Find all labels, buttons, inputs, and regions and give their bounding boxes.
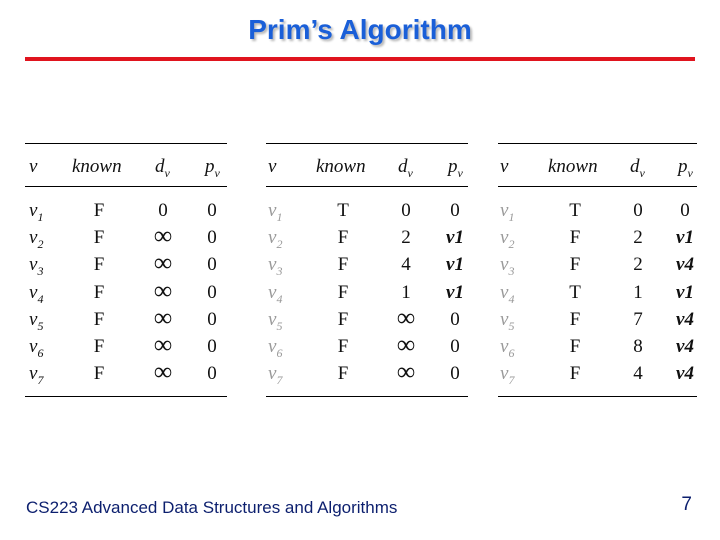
distance-cell: ∞ [153,221,173,251]
known-cell: F [93,254,105,276]
parent-cell [440,254,470,276]
vertex-label: v [268,227,277,249]
parent-cell [670,309,700,331]
vertex-label: v [500,335,509,357]
parent-cell: 0 [680,200,690,221]
vertex-cell [268,363,282,388]
distance-cell: 2 [633,254,643,276]
subscript: 1 [276,209,283,224]
vertex-label: v [500,200,509,221]
table-body [266,187,468,396]
vertex-label: v [29,335,38,357]
table-row [25,275,227,307]
vertex-cell [500,309,514,334]
header-parent [678,156,693,181]
subscript: 1 [508,209,515,224]
vertex-cell [29,336,43,361]
parent-cell: 0 [450,200,460,221]
header-known: known [316,156,366,177]
vertex-label: v [268,254,277,276]
known-cell: F [569,363,581,385]
table-row [25,221,227,252]
table-row [266,302,468,334]
vertex-label: v [29,254,38,276]
subscript: v [164,165,170,180]
parent-cell: 0 [207,200,217,221]
parent-label: v4 [676,308,694,330]
subscript: 3 [276,264,283,279]
header-parent-label: p [205,156,215,177]
slide-title: Prim’s Algorithm [248,14,472,45]
known-cell: F [569,335,581,357]
parent-cell: 0 [207,308,217,330]
parent-cell: 0 [207,227,217,249]
parent-label: v1 [676,281,694,303]
header-distance-label: d [398,156,408,177]
vertex-label: v [29,281,38,303]
vertex-cell [29,363,43,388]
vertex-label: v [500,254,509,276]
subscript: v [457,165,463,180]
parent-label: v4 [676,363,694,385]
subscript: 4 [508,291,515,306]
table-row [25,248,227,279]
vertex-cell [268,254,282,279]
header-parent [205,156,220,181]
subscript: 4 [276,291,283,306]
vertex-cell [29,227,43,252]
distance-cell: 1 [633,281,643,303]
parent-label: v4 [676,335,694,357]
footer-course: CS223 Advanced Data Structures and Algorithms [26,498,398,517]
header-distance-label: d [630,156,640,177]
table-row [498,252,697,279]
vertex-label: v [29,200,38,221]
table-row [498,280,697,307]
header-parent-label: p [448,156,458,177]
distance-cell: ∞ [153,248,173,278]
vertex-cell [268,309,282,334]
distance-cell: 2 [401,227,411,249]
known-cell: F [93,335,105,357]
parent-cell [670,336,700,358]
header-known: known [72,156,122,177]
distance-cell: 4 [401,254,411,276]
vertex-cell [268,282,282,307]
parent-cell: 0 [207,254,217,276]
vertex-cell [500,227,514,252]
table-row [25,357,227,388]
vertex-cell [500,363,514,388]
header-distance [155,156,170,181]
parent-label: v1 [676,227,694,249]
subscript: v [214,165,220,180]
known-cell: F [337,281,349,303]
known-cell: F [93,308,105,330]
table-body [498,187,697,396]
distance-cell: 0 [401,200,411,221]
status-table-3 [498,143,697,397]
parent-cell: 0 [450,335,460,357]
header-vertex: v [29,156,38,177]
subscript: 7 [276,372,283,387]
header-vertex: v [268,156,277,177]
table-row [25,329,227,361]
known-cell: F [93,200,105,221]
vertex-label: v [29,308,38,330]
distance-cell: 0 [158,200,168,221]
parent-cell [670,254,700,276]
table-row [498,334,697,361]
vertex-label: v [500,308,509,330]
subscript: 6 [276,345,283,360]
table-body [25,187,227,396]
vertex-cell [500,254,514,279]
vertex-label: v [268,363,277,385]
parent-cell [670,363,700,385]
parent-label: v1 [446,227,464,249]
table-row [498,361,697,388]
parent-cell: 0 [207,335,217,357]
status-table-2 [266,143,468,397]
parent-cell [670,282,700,304]
vertex-cell [500,336,514,361]
header-distance [398,156,413,181]
header-known: known [548,156,598,177]
distance-cell: ∞ [153,275,173,305]
subscript: 6 [37,345,44,360]
subscript: v [407,165,413,180]
table-row [498,225,697,252]
table-row [266,329,468,361]
subscript: 2 [508,236,515,251]
subscript: 5 [508,318,515,333]
status-table-1 [25,143,227,397]
vertex-label: v [29,363,38,385]
vertex-cell [500,282,514,307]
subscript: 7 [37,372,44,387]
subscript: 1 [37,209,44,224]
parent-cell [440,227,470,249]
header-vertex: v [500,156,509,177]
table-row [25,302,227,334]
distance-cell: ∞ [396,302,416,332]
known-cell: F [93,363,105,385]
parent-cell: 0 [450,308,460,330]
known-cell: F [569,254,581,276]
vertex-label: v [268,281,277,303]
table-row [498,198,697,225]
known-cell: F [93,281,105,303]
table-header [25,144,227,187]
table-row [266,225,468,252]
subscript: 5 [276,318,283,333]
distance-cell: ∞ [153,357,173,387]
known-cell: F [337,308,349,330]
known-cell: T [337,200,349,221]
known-cell: F [569,308,581,330]
subscript: 6 [508,345,515,360]
vertex-cell [29,309,43,334]
known-cell: T [569,200,581,221]
header-parent [448,156,463,181]
parent-cell: 0 [207,281,217,303]
distance-cell: ∞ [396,329,416,359]
subscript: 3 [508,264,515,279]
subscript: 2 [276,236,283,251]
vertex-label: v [500,363,509,385]
distance-cell: 0 [633,200,643,221]
distance-cell: 1 [401,281,411,303]
subscript: v [687,165,693,180]
header-distance [630,156,645,181]
distance-cell: 2 [633,227,643,249]
table-row [266,280,468,307]
subscript: 5 [37,318,44,333]
known-cell: F [93,227,105,249]
parent-cell: 0 [207,363,217,385]
vertex-label: v [29,227,38,249]
distance-cell: ∞ [153,329,173,359]
known-cell: F [569,227,581,249]
vertex-label: v [268,200,277,221]
table-row [266,252,468,279]
table-row [266,357,468,388]
subscript: 7 [508,372,515,387]
subscript: 4 [37,291,44,306]
subscript: 3 [37,264,44,279]
vertex-label: v [500,281,509,303]
parent-cell: 0 [450,363,460,385]
page-number: 7 [681,494,692,515]
vertex-cell [268,336,282,361]
distance-cell: 7 [633,308,643,330]
parent-label: v1 [446,281,464,303]
vertex-cell [29,254,43,279]
parent-cell [670,227,700,249]
vertex-label: v [268,308,277,330]
vertex-label: v [500,227,509,249]
known-cell: F [337,227,349,249]
distance-cell: 4 [633,363,643,385]
header-distance-label: d [155,156,165,177]
header-parent-label: p [678,156,688,177]
parent-cell [440,282,470,304]
table-header [266,144,468,187]
known-cell: F [337,254,349,276]
distance-cell: ∞ [153,302,173,332]
known-cell: T [569,281,581,303]
table-row [25,198,227,225]
known-cell: F [337,335,349,357]
table-row [498,307,697,334]
parent-label: v1 [446,254,464,276]
vertex-cell [29,282,43,307]
subscript: v [639,165,645,180]
subscript: 2 [37,236,44,251]
distance-cell: 8 [633,335,643,357]
vertex-cell [268,200,282,225]
vertex-cell [29,200,43,225]
known-cell: F [337,363,349,385]
vertex-label: v [268,335,277,357]
distance-cell: ∞ [396,357,416,387]
vertex-cell [500,200,514,225]
parent-label: v4 [676,254,694,276]
table-header [498,144,697,187]
table-row [266,198,468,225]
vertex-cell [268,227,282,252]
